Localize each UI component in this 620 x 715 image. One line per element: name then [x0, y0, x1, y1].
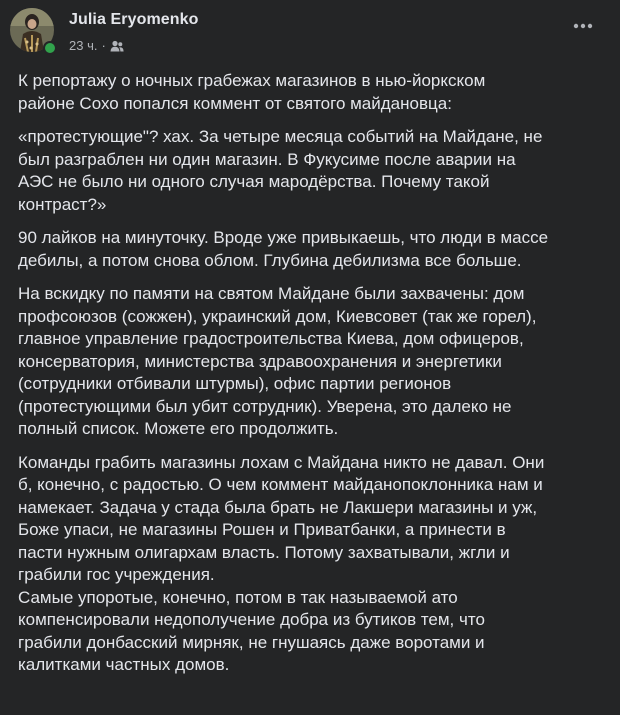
post-paragraph: Команды грабить магазины лохам с Майдана никто не давал. Они б, конечно, с радостью. О чем коммент майданопоклонника нам и намекает. Задача у стада была брать не Лакшери магазины и уж, Боже упаси, не магазины Рошен и Приватбанки, а принести в пасти нужным олигархам власть. Потому захватывали, жгли и грабили гос учреждения. Самые упоротые, конечно, потом в так называемой ато компенсировали недополучение добра из бутиков тем, что грабили донбасский мирняк, не гнушаясь даже воротами и калитками частных домов. — [18, 452, 545, 674]
online-status-dot — [43, 41, 57, 55]
more-dots-icon — [572, 18, 594, 34]
post-paragraph: На вскидку по памяти на святом Майдане были захвачены: дом профсоюзов (сожжен), украинский дом, Киевсовет (так же горел), главное управление градостроительства Киева, дом офицеров, консерватория, министерства здравоохранения и энергетики (сотрудники отбивали штурмы), офис партии регионов (протестующими был убит сотрудник). Уверена, это далеко не полный список. Можете его продолжить. — [18, 284, 537, 438]
post-paragraph: 90 лайков на минуточку. Вроде уже привыкаешь, что люди в массе дебилы, а потом снова облом. Глубина дебилизма все больше. — [18, 228, 549, 270]
post-time[interactable]: 23 ч. — [69, 38, 98, 53]
friends-icon[interactable] — [110, 40, 124, 52]
post-body — [18, 70, 614, 677]
author-name[interactable]: Julia Eryomenko — [69, 11, 199, 28]
post-header — [0, 0, 620, 64]
post-meta — [69, 38, 124, 53]
post-paragraph: К репортажу о ночных грабежах магазинов в нью-йоркском районе Сохо попался коммент от святого майдановца: — [18, 71, 486, 113]
more-options-button[interactable] — [572, 18, 594, 34]
meta-separator: · — [101, 38, 106, 53]
post-paragraph: «протестующие"? хах. За четыре месяца событий на Майдане, не был разграблен ни один магазин. В Фукусиме после аварии на АЭС не было ни одного случая мародёрства. Почему такой контраст?» — [18, 127, 543, 214]
